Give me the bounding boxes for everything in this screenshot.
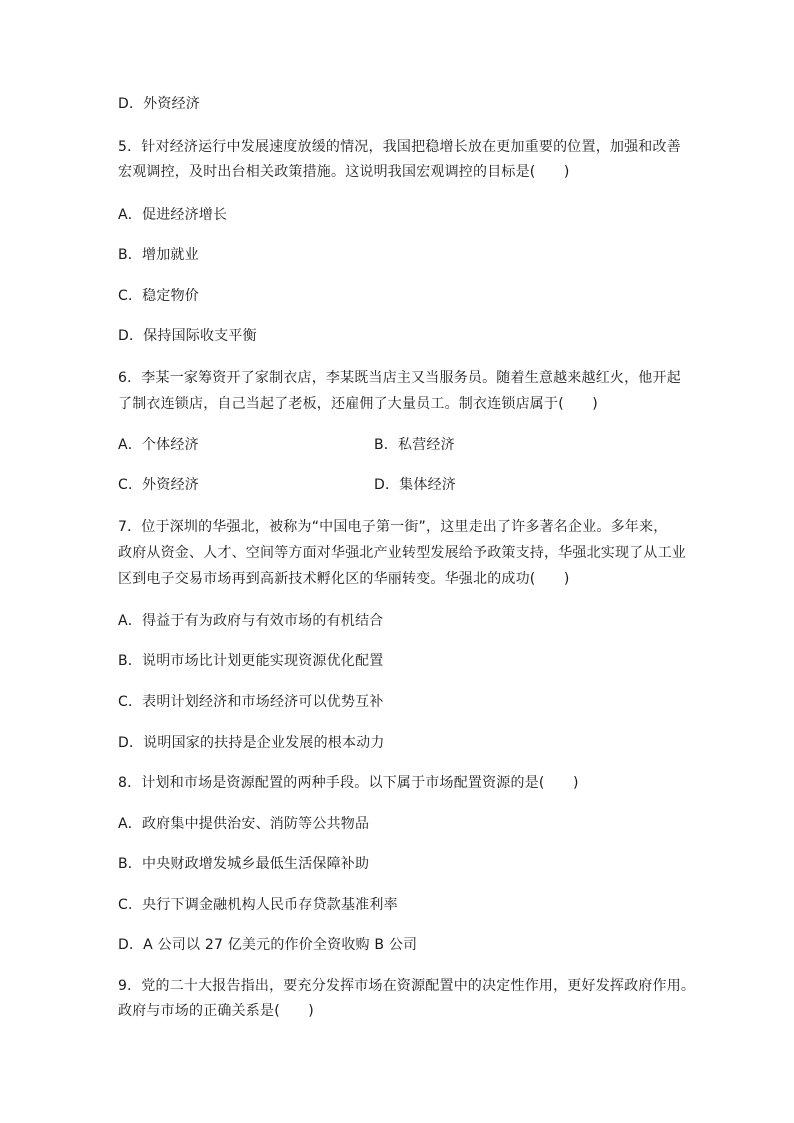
q7-option-d: D．说明国家的扶持是企业发展的根本动力 [118,735,385,751]
q6-option-a: A．个体经济 [118,437,199,453]
q7-stem-line1: 7．位于深圳的华强北，被称为“中国电子第一街”，这里走出了许多著名企业。多年来， [118,519,668,535]
q8-option-a: A．政府集中提供治安、消防等公共物品 [118,816,370,832]
q5-stem-line2: 宏观调控，及时出台相关政策措施。这说明我国宏观调控的目标是( ) [118,164,570,180]
q7-option-a: A．得益于有为政府与有效市场的有机结合 [118,613,384,629]
q7-option-b: B．说明市场比计划更能实现资源优化配置 [118,653,384,669]
q7-stem-line3: 区到电子交易市场再到高新技术孵化区的华丽转变。华强北的成功( ) [118,571,570,587]
q6-option-b: B．私营经济 [374,437,455,453]
q7-stem-line2: 政府从资金、人才、空间等方面对华强北产业转型发展给予政策支持，华强北实现了从工业 [118,545,686,561]
q4-option-d: D．外资经济 [118,96,200,112]
q5-option-d: D．保持国际收支平衡 [118,328,257,344]
q6-option-d: D．集体经济 [374,477,456,493]
q6-stem-line2: 了制衣连锁店，自己当起了老板，还雇佣了大量员工。制衣连锁店属于( ) [118,396,598,412]
q5-option-a: A．促进经济增长 [118,207,228,223]
q8-option-d: D．A 公司以 27 亿美元的作价全资收购 B 公司 [118,937,418,953]
q5-stem-line1: 5．针对经济运行中发展速度放缓的情况，我国把稳增长放在更加重要的位置，加强和改善 [118,139,681,155]
q9-stem-line1: 9．党的二十大报告指出，要充分发挥市场在资源配置中的决定性作用，更好发挥政府作用。 [118,978,696,994]
q6-option-c: C．外资经济 [118,477,199,493]
q5-option-c: C．稳定物价 [118,288,199,304]
q8-option-b: B．中央财政增发城乡最低生活保障补助 [118,856,370,872]
q7-option-c: C．表明计划经济和市场经济可以优势互补 [118,694,384,710]
q5-option-b: B．增加就业 [118,247,199,263]
q8-stem-line1: 8．计划和市场是资源配置的两种手段。以下属于市场配置资源的是( ) [118,775,579,791]
q9-stem-line2: 政府与市场的正确关系是( ) [118,1003,314,1019]
q6-stem-line1: 6．李某一家筹资开了家制衣店，李某既当店主又当服务员。随着生意越来越红火，他开起 [118,370,681,386]
q8-option-c: C．央行下调金融机构人民币存贷款基准利率 [118,897,398,913]
